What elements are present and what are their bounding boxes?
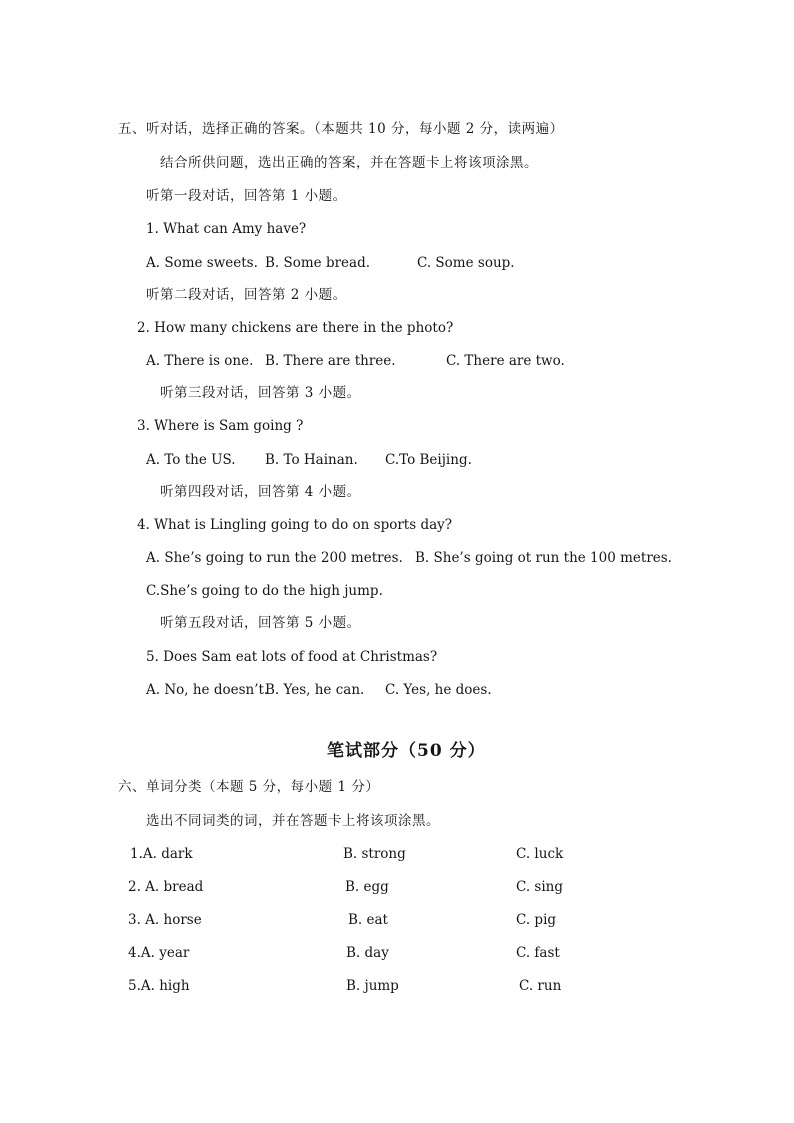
section-five-instruction: 结合所供问题，选出正确的答案，并在答题卡上将该项涂黑。 xyxy=(160,155,538,171)
q1-option-a: A. Some sweets. xyxy=(146,255,258,271)
word-item-2-b: B. egg xyxy=(345,879,389,895)
word-item-5-a: 5.A. high xyxy=(128,978,190,994)
word-item-1-a: 1.A. dark xyxy=(130,846,193,862)
q1-option-c: C. Some soup. xyxy=(417,255,515,271)
q2-option-a: A. There is one. xyxy=(146,353,254,369)
word-item-3-a: 3. A. horse xyxy=(128,912,202,928)
q5-option-b: B. Yes, he can. xyxy=(265,682,365,698)
word-item-5-b: B. jump xyxy=(346,978,399,994)
q3-question: 3. Where is Sam going ? xyxy=(137,418,304,434)
word-item-1-b: B. strong xyxy=(343,846,406,862)
q4-option-b: B. She’s going ot run the 100 metres. xyxy=(415,550,672,566)
q1-intro: 听第一段对话，回答第 1 小题。 xyxy=(146,188,347,204)
q2-question: 2. How many chickens are there in the photo? xyxy=(137,320,454,336)
section-six-instruction: 选出不同词类的词，并在答题卡上将该项涂黑。 xyxy=(146,813,440,829)
word-item-3-c: C. pig xyxy=(516,912,557,928)
q2-intro: 听第二段对话，回答第 2 小题。 xyxy=(146,287,347,303)
written-part-title: 笔试部分（50 分） xyxy=(327,741,486,761)
q5-question: 5. Does Sam eat lots of food at Christmas? xyxy=(146,649,438,665)
q3-intro: 听第三段对话，回答第 3 小题。 xyxy=(160,385,361,401)
word-item-4-a: 4.A. year xyxy=(128,945,190,961)
word-item-1-c: C. luck xyxy=(516,846,564,862)
q4-intro: 听第四段对话，回答第 4 小题。 xyxy=(160,484,361,500)
q3-option-a: A. To the US. xyxy=(146,452,236,468)
q4-option-a: A. She’s going to run the 200 metres. xyxy=(146,550,403,566)
q2-option-b: B. There are three. xyxy=(265,353,396,369)
q3-option-c: C.To Beijing. xyxy=(385,452,472,468)
word-item-2-c: C. sing xyxy=(516,879,564,895)
q5-option-c: C. Yes, he does. xyxy=(385,682,492,698)
q5-option-a: A. No, he doesn’t. xyxy=(146,682,269,698)
word-item-2-a: 2. A. bread xyxy=(128,879,204,895)
q4-option-c: C.She’s going to do the high jump. xyxy=(146,583,383,599)
section-five-heading: 五、听对话，选择正确的答案。（本题共 10 分，每小题 2 分，读两遍） xyxy=(118,121,564,137)
word-item-4-c: C. fast xyxy=(516,945,560,961)
q1-option-b: B. Some bread. xyxy=(265,255,371,271)
q4-question: 4. What is Lingling going to do on sports day? xyxy=(137,517,453,533)
q5-intro: 听第五段对话，回答第 5 小题。 xyxy=(160,615,361,631)
word-item-3-b: B. eat xyxy=(348,912,388,928)
q2-option-c: C. There are two. xyxy=(446,353,565,369)
q1-question: 1. What can Amy have? xyxy=(146,221,307,237)
section-six-heading: 六、单词分类（本题 5 分，每小题 1 分） xyxy=(118,779,380,795)
word-item-4-b: B. day xyxy=(346,945,389,961)
word-item-5-c: C. run xyxy=(519,978,562,994)
q3-option-b: B. To Hainan. xyxy=(265,452,358,468)
